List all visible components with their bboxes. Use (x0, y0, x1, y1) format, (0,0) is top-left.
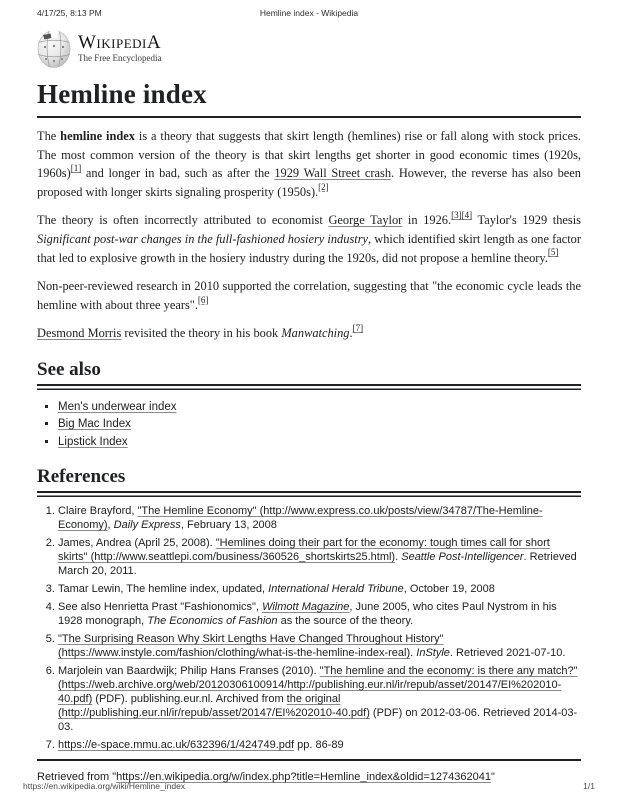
wikipedia-wordmark: WikipediA (78, 32, 162, 53)
inline-link[interactable]: Desmond Morris (37, 326, 122, 341)
inline-link[interactable]: "The Surprising Reason Why Skirt Lengths Have Changed Throughout History" (https://www.instyle.com/fashion/clothing/what-is-the-hemline-index-real) (58, 633, 444, 660)
citation-sup-link[interactable]: [2] (318, 181, 329, 192)
text-segment: is a theory that suggests that skirt length (hemlines) rise or fall along with stock prices. The most common version of the theory is that skirt lengths get shorter in good economic times (1920s, 1960s) (37, 129, 581, 181)
see-also-item (58, 399, 581, 416)
article-paragraphs (37, 127, 581, 343)
text-segment: as the source of the theory. (277, 615, 414, 628)
text-segment: InStyle (416, 647, 450, 660)
wikipedia-wordmark-block (78, 29, 161, 63)
text-segment: . However, the reverse has also been proposed with longer skirts signaling prosperity (1950s). (37, 166, 581, 199)
text-segment: , (107, 519, 114, 532)
inline-link[interactable]: Wilmott Magazine (262, 601, 350, 614)
see-also-link[interactable]: Men's underwear index (58, 400, 177, 413)
print-footer-url: https://en.wikipedia.org/wiki/Hemline_index (23, 781, 186, 791)
text-segment: Claire Brayford, (58, 505, 138, 518)
see-also-heading: See also (37, 358, 101, 380)
article-content (37, 27, 581, 784)
text-segment: . Retrieved March 20, 2011. (58, 551, 577, 578)
references-heading-rule (37, 491, 581, 497)
reference-item (58, 582, 581, 596)
citation-sup-link[interactable]: [7] (352, 323, 364, 334)
see-also-link[interactable]: Lipstick Index (58, 435, 128, 448)
wikipedia-globe-icon (37, 29, 71, 74)
text-segment: , which identified skirt length as one factor that led to explosive growth in the hosiery industry during the 1920s, did not propose a hemline theory. (37, 231, 581, 265)
text-segment: See also Henrietta Prast "Fashionomics", (58, 601, 263, 614)
citation-sup-link[interactable]: [1] (70, 163, 82, 174)
text-segment: . (395, 551, 402, 564)
article-paragraph (37, 127, 581, 201)
text-segment: pp. 86-89 (294, 739, 344, 752)
text-segment: Retrieved from " (37, 771, 117, 784)
text-segment: hemline index (60, 129, 135, 143)
text-segment: International Herald Tribune (268, 583, 404, 596)
citation-sup-link[interactable]: [3] (451, 210, 462, 221)
inline-link[interactable]: "The hemline and the economy: is there any match?" (https://web.archive.org/web/20120306100914/http://publishing.eur.nl/ir/repub/asset/20147/EI%202010-40.pdf) (58, 665, 578, 706)
inline-link[interactable]: George Taylor (328, 213, 403, 228)
inline-link[interactable]: https://en.wikipedia.org/w/index.php?title=Hemline_index&oldid=1274362041 (116, 771, 491, 784)
see-also-heading-rule (37, 384, 581, 390)
reference-item (58, 504, 581, 532)
text-segment: , October 19, 2008 (403, 583, 495, 596)
inline-link[interactable]: https://e-space.mmu.ac.uk/632396/1/424749.pdf (58, 739, 295, 752)
text-segment: Tamar Lewin, The hemline index, updated, (58, 583, 269, 596)
see-also-item (58, 434, 581, 451)
text-segment: James, Andrea (April 25, 2008). (58, 537, 216, 550)
text-segment: (PDF) on 2012-03-06. Retrieved 2014-03-03. (58, 707, 578, 734)
citation-sup-link[interactable]: [5] (547, 247, 559, 258)
text-segment: Taylor's 1929 thesis (472, 213, 582, 228)
print-doc-title: Hemline index - Wikipedia (259, 8, 359, 18)
reference-item (58, 600, 581, 628)
text-segment: " (490, 771, 495, 784)
text-segment: revisited the theory in his book (121, 326, 282, 341)
citation-sup-link[interactable]: [4] (461, 210, 473, 221)
reference-item (58, 738, 581, 752)
text-segment: The (37, 129, 61, 143)
citation-sup-link[interactable]: [6] (197, 294, 209, 305)
inline-link[interactable]: the original (http://publishing.eur.nl/ir/repub/asset/20147/EI%202010-40.pdf) (58, 693, 370, 720)
text-segment: Marjolein van Baardwijk; Philip Hans Franses (2010). (58, 665, 320, 678)
reference-item (58, 664, 581, 734)
reference-item (58, 536, 581, 578)
text-segment: The theory is often incorrectly attributed to economist (37, 213, 329, 228)
print-datetime: 4/17/25, 8:13 PM (37, 8, 102, 18)
text-segment: . (410, 647, 417, 660)
text-segment: . Retrieved 2021-07-10. (449, 647, 566, 660)
references-list (37, 504, 581, 752)
text-segment: in 1926. (402, 213, 452, 228)
text-segment: Significant post-war changes in the full-fashioned hosiery industry (37, 231, 369, 246)
wikipedia-tagline: The Free Encyclopedia (78, 53, 162, 63)
text-segment: The Economics of Fashion (147, 615, 278, 628)
text-segment: Daily Express (113, 519, 181, 532)
article-paragraph (37, 324, 581, 343)
see-also-link[interactable]: Big Mac Index (58, 418, 131, 431)
text-segment: . (349, 326, 353, 341)
see-also-list (37, 399, 581, 451)
text-segment: Non-peer-reviewed research in 2010 supported the correlation, suggesting that "the economic cycle leads the hemline with about three years". (37, 279, 581, 312)
text-segment: and longer in bad, such as after the (81, 166, 275, 181)
reference-item (58, 632, 581, 660)
text-segment: , June 2005, who cites Paul Nystrom in his 1928 monograph, (58, 601, 557, 628)
print-footer (23, 781, 595, 791)
inline-link[interactable]: "Hemlines doing their part for the economy: tough times call for short skirts" (http://www.seattlepi.com/business/360526_shortskirts25.html) (58, 537, 550, 564)
wikipedia-logo (37, 29, 581, 74)
text-segment: Seattle Post-Intelligencer (401, 551, 524, 564)
text-segment: (PDF). publishing.eur.nl. Archived from (92, 693, 287, 706)
text-segment: Manwatching (281, 326, 350, 341)
inline-link[interactable]: 1929 Wall Street crash (274, 166, 392, 181)
title-rule (37, 116, 581, 118)
text-segment: , February 13, 2008 (180, 519, 277, 532)
see-also-item (58, 416, 581, 433)
print-header (37, 8, 581, 20)
bottom-rule (37, 759, 581, 761)
inline-link[interactable]: "The Hemline Economy" (http://www.express.co.uk/posts/view/34787/The-Hemline-Economy) (58, 505, 543, 532)
article-paragraph (37, 211, 581, 267)
print-page-indicator: 1/1 (583, 781, 595, 791)
page-title: Hemline index (37, 79, 207, 109)
article-paragraph (37, 277, 581, 314)
references-heading: References (37, 466, 126, 488)
